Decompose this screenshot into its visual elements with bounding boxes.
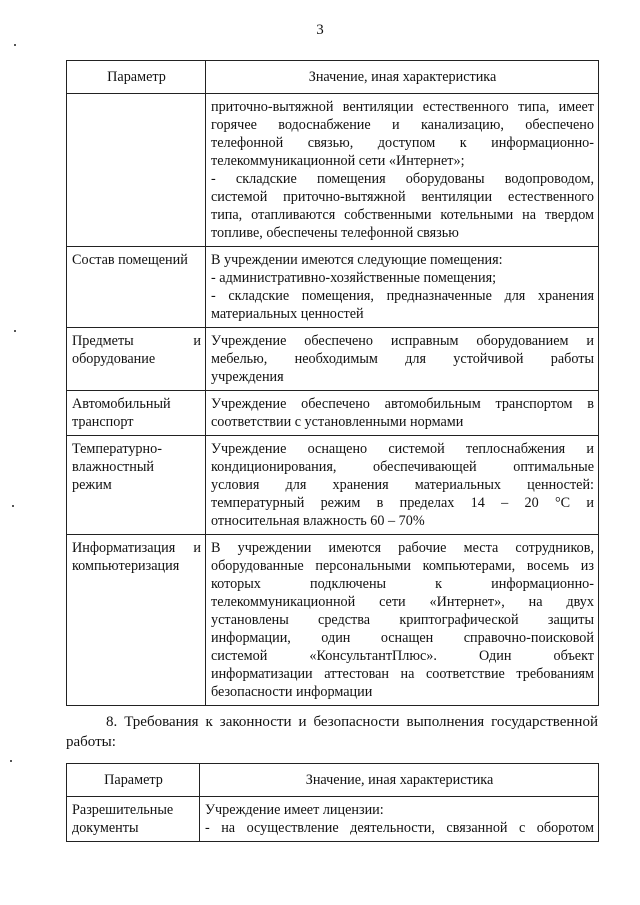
page-number: 3: [316, 22, 324, 38]
param-cell: [67, 436, 206, 535]
text-line: кондиционирования, обеспечивающей оптимальные: [211, 459, 594, 475]
param-cell: [67, 94, 206, 247]
text-line: - складские помещения, предназначенные для хранения: [211, 288, 594, 304]
table-row: [67, 391, 599, 436]
text-line: установлены средства криптографической защиты: [211, 612, 594, 628]
text-line: Разрешительные: [72, 802, 174, 818]
text-line: системой приточно-вытяжной вентиляции естественного: [211, 189, 594, 205]
text-line: документы: [72, 820, 139, 836]
text-line: - складские помещения оборудованы водопроводом,: [211, 171, 594, 187]
text-line: телекоммуникационной сети «Интернет», на двух: [211, 594, 594, 610]
value-cell: [200, 797, 599, 842]
text-line: компьютеризация: [72, 558, 180, 574]
text-line: телефонной связью, доступом к информационно-: [211, 135, 594, 151]
table-header-row: [67, 764, 599, 797]
scan-speck: [10, 760, 12, 762]
text-line: условия для хранения материальных ценностей:: [211, 477, 594, 493]
text-line: информации, один оснащен справочно-поисковой: [211, 630, 594, 646]
param-cell: [67, 391, 206, 436]
text-line: Учреждение имеет лицензии:: [205, 802, 384, 818]
text-line: телекоммуникационной сети «Интернет»;: [211, 153, 465, 169]
text-line: В учреждении имеются следующие помещения:: [211, 252, 503, 268]
header-param: Параметр: [67, 764, 200, 797]
text-line: Информатизация и: [72, 540, 201, 556]
text-line: - административно-хозяйственные помещения;: [211, 270, 497, 286]
section-heading-line: 8. Требования к законности и безопасности выполнения государственной: [106, 714, 598, 730]
value-cell: [206, 391, 599, 436]
text-line: учреждения: [211, 369, 284, 385]
legality-requirements-table: [66, 763, 599, 842]
text-line: относительная влажность 60 – 70%: [211, 513, 425, 529]
text-line: соответствии с установленными нормами: [211, 414, 464, 430]
section-heading: [66, 712, 598, 752]
text-line: оборудованные персональными компьютерами, восемь из: [211, 558, 594, 574]
table-row: [67, 247, 599, 328]
text-line: Учреждение обеспечено исправным оборудованием и: [211, 333, 594, 349]
text-line: которых подключены к информационно-: [211, 576, 594, 592]
table-row: [67, 535, 599, 706]
text-line: влажностный: [72, 459, 154, 475]
value-cell: [206, 436, 599, 535]
text-line: Учреждение обеспечено автомобильным транспортом в: [211, 396, 594, 412]
header-value: Значение, иная характеристика: [206, 61, 599, 94]
text-line: температурный режим в пределах 14 – 20 °С и: [211, 495, 594, 511]
text-line: материальных ценностей: [211, 306, 364, 322]
text-line: В учреждении имеются рабочие места сотрудников,: [211, 540, 594, 556]
text-line: Температурно-: [72, 441, 162, 457]
value-cell: [206, 328, 599, 391]
text-line: типа, отапливаются собственными котельными на твердом: [211, 207, 594, 223]
text-line: информатизации аттестован на соответствие требованиям: [211, 666, 594, 682]
value-cell: [206, 247, 599, 328]
header-value: Значение, иная характеристика: [200, 764, 599, 797]
text-line: Предметы и: [72, 333, 201, 349]
scan-speck: [14, 330, 16, 332]
text-line: безопасности информации: [211, 684, 373, 700]
header-param: Параметр: [67, 61, 206, 94]
text-line: Учреждение оснащено системой теплоснабжения и: [211, 441, 594, 457]
text-line: топливе, обеспечены телефонной связью: [211, 225, 459, 241]
table-row: [67, 797, 599, 842]
scan-speck: [14, 44, 16, 46]
section-heading-line: работы:: [66, 734, 116, 750]
text-line: оборудование: [72, 351, 156, 367]
scan-speck: [12, 505, 14, 507]
param-cell: [67, 535, 206, 706]
table-row: [67, 436, 599, 535]
param-cell: [67, 797, 200, 842]
text-line: режим: [72, 477, 112, 493]
text-line: мебелью, необходимым для устойчивой работы: [211, 351, 594, 367]
characteristics-table: [66, 60, 599, 706]
text-line: транспорт: [72, 414, 134, 430]
text-line: приточно-вытяжной вентиляции естественного типа, имеет: [211, 99, 594, 115]
value-cell: [206, 94, 599, 247]
text-line: Автомобильный: [72, 396, 171, 412]
value-cell: [206, 535, 599, 706]
param-cell: [67, 328, 206, 391]
table-header-row: [67, 61, 599, 94]
table-row: [67, 94, 599, 247]
text-line: - на осуществление деятельности, связанной с оборотом: [205, 820, 594, 836]
text-line: системой «КонсультантПлюс». Один объект: [211, 648, 594, 664]
text-line: горячее водоснабжение и канализацию, обеспечено: [211, 117, 594, 133]
table-row: [67, 328, 599, 391]
param-cell: Состав помещений: [67, 247, 206, 328]
